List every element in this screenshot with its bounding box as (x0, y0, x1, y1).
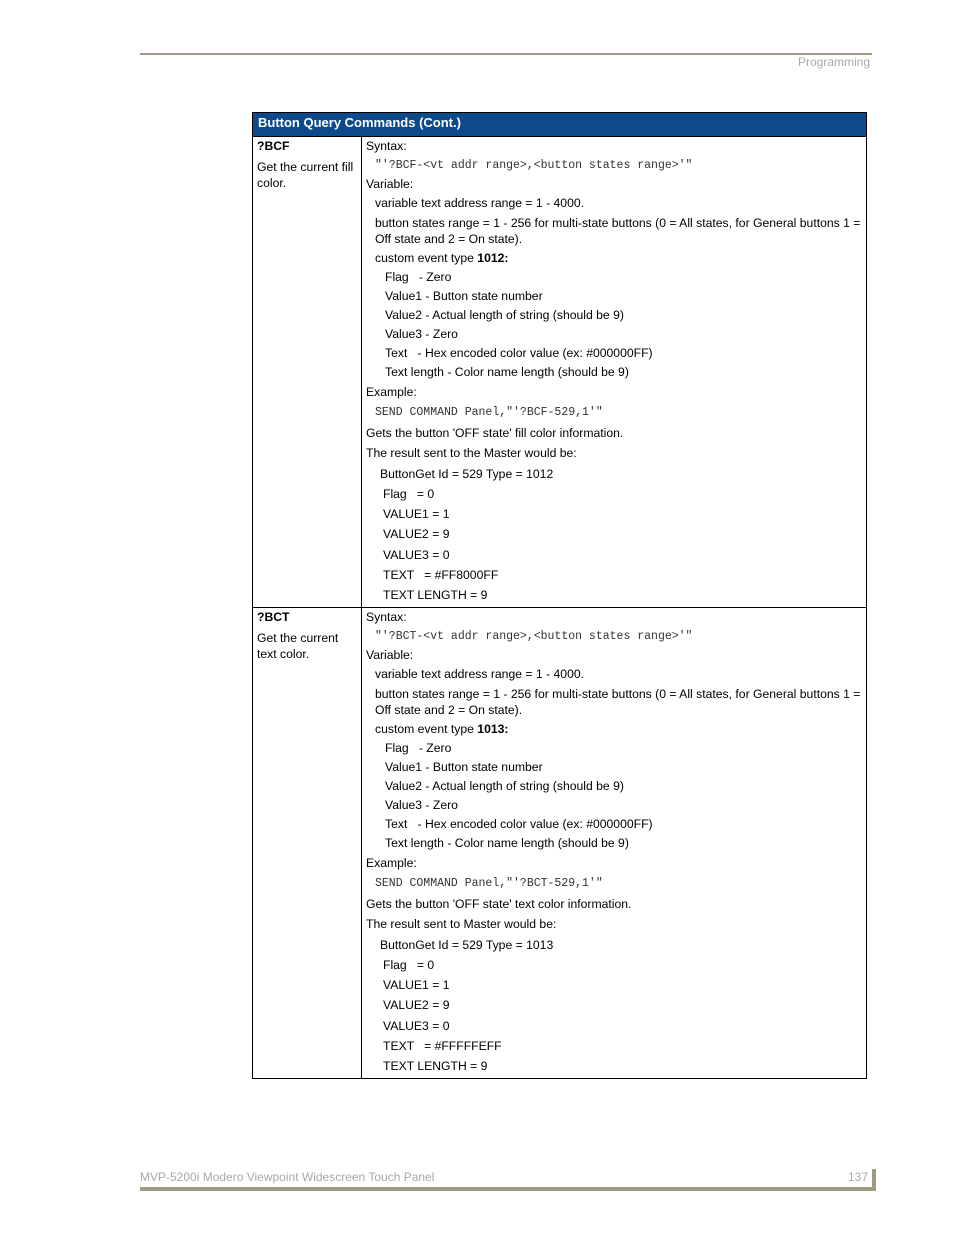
result-value: TEXT LENGTH = 9 (383, 588, 488, 602)
result-value: Flag = 0 (383, 487, 435, 501)
custom-event-code: 1012: (477, 251, 509, 265)
event-field: Value3 - Zero (385, 798, 458, 812)
custom-event-prefix: custom event type (375, 722, 478, 736)
custom-event-type (366, 251, 862, 266)
table-title: Button Query Commands (Cont.) (253, 113, 867, 137)
event-field: Text - Hex encoded color value (ex: #000000FF) (385, 346, 653, 360)
example-code: SEND COMMAND Panel,"'?BCF-529,1'" (375, 406, 603, 419)
event-field: Text length - Color name length (should be 9) (385, 365, 629, 379)
result-value: TEXT LENGTH = 9 (383, 1059, 488, 1073)
result-value: VALUE3 = 0 (383, 1019, 450, 1033)
result-label: The result sent to the Master would be: (366, 446, 577, 460)
result-value: VALUE3 = 0 (383, 548, 450, 562)
command-cell (253, 608, 362, 1079)
page-number: 137 (847, 1170, 868, 1184)
syntax-label: Syntax: (366, 610, 407, 624)
example-label: Example: (366, 385, 417, 399)
result-header: ButtonGet Id = 529 Type = 1013 (380, 938, 554, 952)
variable-label: Variable: (366, 648, 414, 662)
header-rule (140, 53, 872, 55)
custom-event-type (366, 722, 862, 737)
result-value: VALUE1 = 1 (383, 507, 450, 521)
result-value: Flag = 0 (383, 958, 435, 972)
command-details-cell (362, 137, 867, 608)
command-description: Get the current fill color. (257, 160, 354, 190)
variable-label: Variable: (366, 177, 414, 191)
result-value: VALUE2 = 9 (383, 527, 450, 541)
command-details-cell (362, 608, 867, 1079)
result-value: TEXT = #FFFFFEFF (383, 1039, 502, 1053)
result-label: The result sent to Master would be: (366, 917, 557, 931)
event-field: Value3 - Zero (385, 327, 458, 341)
syntax-label: Syntax: (366, 139, 407, 153)
result-value: VALUE2 = 9 (383, 998, 450, 1012)
event-field: Text length - Color name length (should be 9) (385, 836, 629, 850)
variable-address-range: variable text address range = 1 - 4000. (375, 196, 585, 210)
custom-event-code: 1013: (477, 722, 509, 736)
variable-address-range: variable text address range = 1 - 4000. (375, 667, 585, 681)
variable-states-range: button states range = 1 - 256 for multi-state buttons (0 = All states, for General buttons 1 = Off state and 2 = On state). (375, 687, 861, 717)
example-description: Gets the button 'OFF state' fill color information. (366, 426, 624, 440)
syntax-code: "'?BCF-<vt addr range>,<button states range>'" (375, 159, 693, 172)
result-value: TEXT = #FF8000FF (383, 568, 499, 582)
event-field: Value1 - Button state number (385, 289, 543, 303)
table-header-row (253, 113, 867, 137)
result-value: VALUE1 = 1 (383, 978, 450, 992)
example-label: Example: (366, 856, 417, 870)
event-field: Flag - Zero (385, 741, 452, 755)
table-row (253, 137, 867, 608)
event-field: Value2 - Actual length of string (should be 9) (385, 779, 624, 793)
command-name: ?BCT (257, 610, 290, 624)
example-code: SEND COMMAND Panel,"'?BCT-529,1'" (375, 877, 603, 890)
section-title: Programming (797, 55, 870, 69)
table-row (253, 608, 867, 1079)
event-field: Flag - Zero (385, 270, 452, 284)
event-field: Value2 - Actual length of string (should be 9) (385, 308, 624, 322)
command-description: Get the current text color. (257, 631, 339, 661)
custom-event-prefix: custom event type (375, 251, 478, 265)
example-description: Gets the button 'OFF state' text color information. (366, 897, 632, 911)
command-cell (253, 137, 362, 608)
variable-states-range: button states range = 1 - 256 for multi-state buttons (0 = All states, for General buttons 1 = Off state and 2 = On state). (375, 216, 861, 246)
button-query-commands-table (252, 112, 867, 1079)
command-name: ?BCF (257, 139, 290, 153)
event-field: Value1 - Button state number (385, 760, 543, 774)
syntax-code: "'?BCT-<vt addr range>,<button states range>'" (375, 630, 693, 643)
result-header: ButtonGet Id = 529 Type = 1012 (380, 467, 554, 481)
footer-product-name: MVP-5200i Modero Viewpoint Widescreen Touch Panel (140, 1170, 435, 1184)
footer-rule (140, 1187, 876, 1191)
event-field: Text - Hex encoded color value (ex: #000000FF) (385, 817, 653, 831)
